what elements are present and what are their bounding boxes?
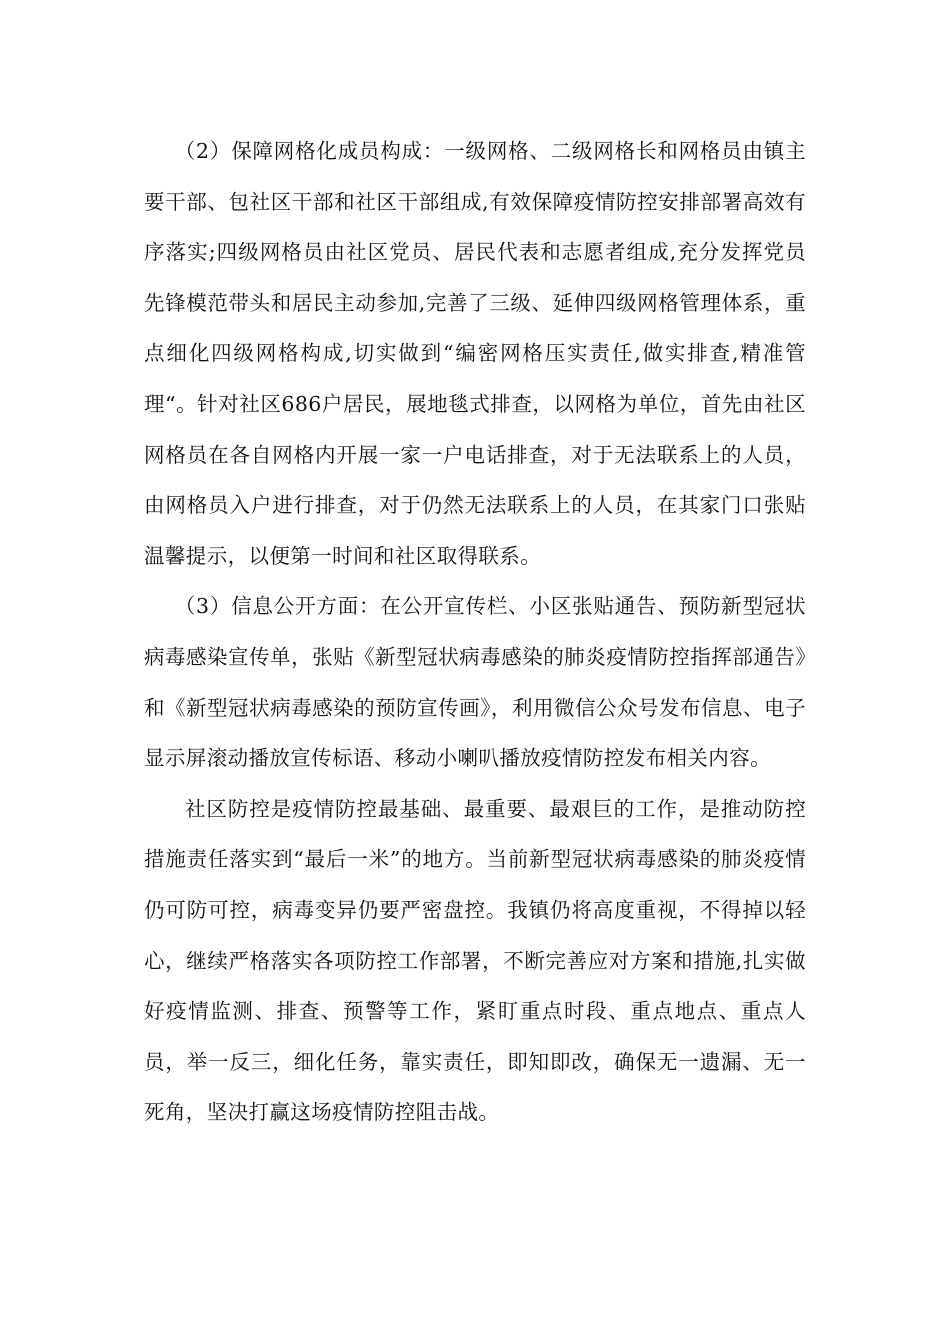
document-page (144, 126, 806, 1138)
paragraph-information-disclosure: （3）信息公开方面：在公开宣传栏、小区张贴通告、预防新型冠状病毒感染宣传单，张贴《新型冠状病毒感染的肺炎疫情防控指挥部通告》和《新型冠状病毒感染的预防宣传画》，利用微信公众号发布信息、电子显示屏滚动播放宣传标语、移动小喇叭播放疫情防控发布相关内容。 (144, 594, 806, 771)
paragraph-member-composition: （2）保障网格化成员构成：一级网格、二级网格长和网格员由镇主要干部、包社区干部和社区干部组成,有效保障疫情防控安排部署高效有序落实;四级网格员由社区党员、居民代表和志愿者组成,充分发挥党员先锋模范带头和居民主动参加,完善了三级、延伸四级网格管理体系，重点细化四级网格构成,切实做到“编密网格压实责任,做实排查,精准管理“。针对社区686户居民，展地毯式排查，以网格为单位，首先由社区网格员在各自网格内开展一家一户电话排查，对于无法联系上的人员，由网格员入户进行排查，对于仍然无法联系上的人员，在其家门口张贴温馨提示，以便第一时间和社区取得联系。 (144, 139, 806, 568)
paragraph-community-prevention: 社区防控是疫情防控最基础、最重要、最艰巨的工作，是推动防控措施责任落实到“最后一米”的地方。当前新型冠状病毒感染的肺炎疫情仍可防可控，病毒变异仍要严密盘控。我镇仍将高度重视，不得掉以轻心，继续严格落实各项防控工作部署，不断完善应对方案和措施,扎实做好疫情监测、排查、预警等工作，紧盯重点时段、重点地点、重点人员，举一反三，细化任务，靠实责任，即知即改，确保无一遗漏、无一死角，坚决打赢这场疫情防控阻击战。 (144, 796, 806, 1125)
